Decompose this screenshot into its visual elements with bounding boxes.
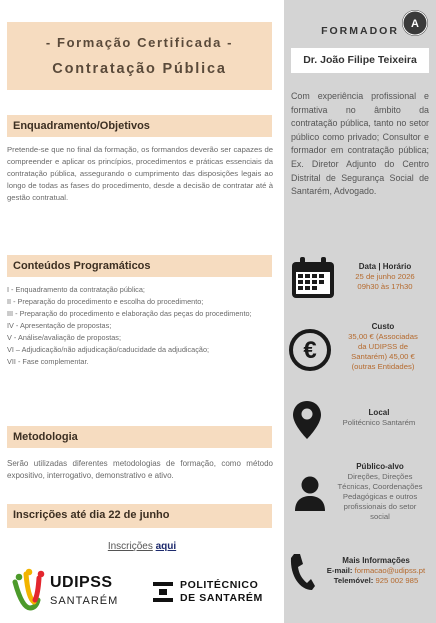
registration-heading: Inscrições até dia 22 de junho [7, 504, 272, 528]
phone-label: Telemóvel: [333, 576, 374, 585]
person-icon [294, 476, 326, 517]
email-value[interactable]: formacao@udipss.pt [354, 566, 426, 575]
cost-label: Custo [371, 322, 395, 331]
audience-line-5: social [370, 512, 390, 521]
method-heading: Metodologia [7, 426, 272, 448]
politecnico-mark-icon [150, 579, 176, 605]
calendar-icon [290, 256, 336, 305]
registration-link-bold[interactable]: aqui [155, 541, 177, 552]
cost-line-1: 35,00 € (Associadas [348, 332, 418, 341]
cost-line-4: (outras Entidades) [351, 362, 415, 371]
svg-text:A: A [411, 18, 419, 30]
date-value: 25 de junho 2026 [355, 272, 415, 281]
sidebar [284, 0, 436, 623]
page-title: Contratação Pública [52, 61, 227, 77]
location-block [326, 408, 432, 428]
politecnico-logo-line2: DE SANTARÉM [180, 592, 263, 604]
cost-line-3: Santarém) 45,00 € [351, 352, 415, 361]
method-text: Serão utilizadas diferentes metodologias de formação, como método expositivo, interrogativo, demonstrativo e ativo. [7, 459, 273, 480]
svg-text:€: € [303, 337, 317, 364]
cost-block [334, 322, 432, 372]
contact-label: Mais Informações [342, 556, 410, 565]
cost-line-2: da UDIPSS de [358, 342, 408, 351]
udipss-logo [12, 568, 122, 614]
title-banner [7, 22, 272, 90]
list-item: I - Enquadramento da contratação pública; [7, 285, 145, 294]
time-value: 09h30 às 17h30 [357, 282, 413, 291]
location-label: Local [368, 408, 390, 417]
audience-label: Público-alvo [356, 462, 404, 471]
location-value: Politécnico Santarém [342, 418, 416, 427]
politecnico-logo-line1: POLITÉCNICO [180, 579, 259, 591]
list-item: V - Análise/avaliação de propostas; [7, 333, 121, 342]
objectives-heading: Enquadramento/Objetivos [7, 115, 272, 137]
audience-line-1: Direções, Direções [347, 472, 413, 481]
contact-block [316, 556, 436, 586]
email-label: E-mail: [326, 566, 353, 575]
registration-link-text[interactable]: Inscrições [107, 541, 153, 552]
politecnico-logo [150, 577, 270, 609]
phone-icon [288, 552, 316, 597]
location-pin-icon [292, 400, 322, 445]
list-item: IV - Apresentação de propostas; [7, 321, 112, 330]
phone-value[interactable]: 925 002 985 [375, 576, 419, 585]
list-item: III - Preparação do procedimento e elaboração das peças do procedimento; [7, 309, 252, 318]
registration-link[interactable] [0, 541, 284, 552]
list-item: VII - Fase complementar. [7, 357, 89, 366]
objectives-text: Pretende-se que no final da formação, os formandos deverão ser capazes de compreender e aplicar os princípios, procedimentos e práticas essenciais da contratação pública, assegurando o cumprimento das disposições legais ao longo de todas as fases do procedimento, desde a decisão de contratar até à gestão contratual. [7, 145, 273, 202]
trainer-bio: Com experiência profissional e formativa no âmbito da contratação pública, tanto no setor público como privado; Consultor e formador em contratação pública; Ex. Diretor Adjunto do Centro Distrital de Segurança Social de Santarém, Advogado. [291, 91, 429, 197]
list-item: II - Preparação do procedimento e escolha do procedimento; [7, 297, 204, 306]
date-label: Data | Horário [358, 262, 412, 271]
audience-block [328, 462, 432, 522]
udipss-logo-name: UDIPSS [50, 574, 113, 591]
audience-line-4: profissionais do setor [343, 502, 417, 511]
accessibility-glyph-icon [402, 10, 428, 36]
udipss-logo-city: SANTARÉM [50, 595, 119, 607]
date-block [338, 262, 432, 292]
trainer-name: Dr. João Filipe Teixeira [291, 48, 429, 73]
accessibility-icon[interactable] [402, 10, 428, 36]
contents-heading: Conteúdos Programáticos [7, 255, 272, 277]
trainer-label: FORMADOR [321, 25, 399, 37]
audience-line-2: Técnicas, Coordenações [337, 482, 423, 491]
title-subtitle: - Formação Certificada - [45, 35, 234, 50]
euro-icon [288, 328, 332, 377]
contents-list [7, 284, 275, 368]
list-item: VI – Adjudicação/não adjudicação/caducidade da adjudicação; [7, 345, 210, 354]
audience-line-3: Pedagógicas e outros [342, 492, 418, 501]
